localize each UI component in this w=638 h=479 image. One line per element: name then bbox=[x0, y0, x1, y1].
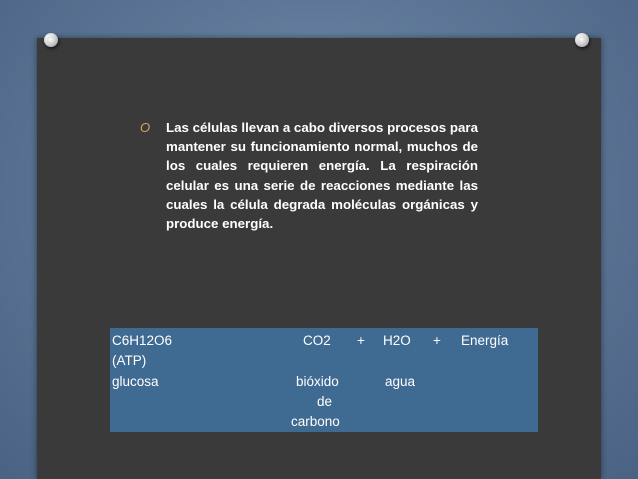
product-h2o: H2O bbox=[383, 333, 411, 348]
bullet-paragraph bbox=[142, 118, 478, 233]
bullet-text: Las células llevan a cabo diversos procesos para mantener su funcionamiento normal, muchos de los cuales requieren energía. La respiración celular es una serie de reacciones mediante las cuales la célula degrada moléculas orgánicas y produce energía. bbox=[166, 120, 478, 232]
reactant-formula: C6H12O6 bbox=[112, 333, 173, 348]
reactant-suffix: (ATP) bbox=[112, 353, 147, 368]
pushpin-icon bbox=[44, 33, 58, 47]
co2-name-line1: bióxido bbox=[296, 374, 339, 389]
pushpin-icon bbox=[575, 33, 589, 47]
co2-name-line3: carbono bbox=[291, 414, 340, 429]
plus-sign: + bbox=[433, 333, 441, 348]
product-co2: CO2 bbox=[303, 333, 331, 348]
reactant-name: glucosa bbox=[112, 374, 159, 389]
equation-box bbox=[110, 328, 538, 432]
bullet-marker: O bbox=[140, 120, 151, 135]
h2o-name: agua bbox=[385, 374, 416, 389]
co2-name-line2: de bbox=[317, 394, 333, 409]
product-energy: Energía bbox=[461, 333, 509, 348]
plus-sign: + bbox=[357, 333, 365, 348]
